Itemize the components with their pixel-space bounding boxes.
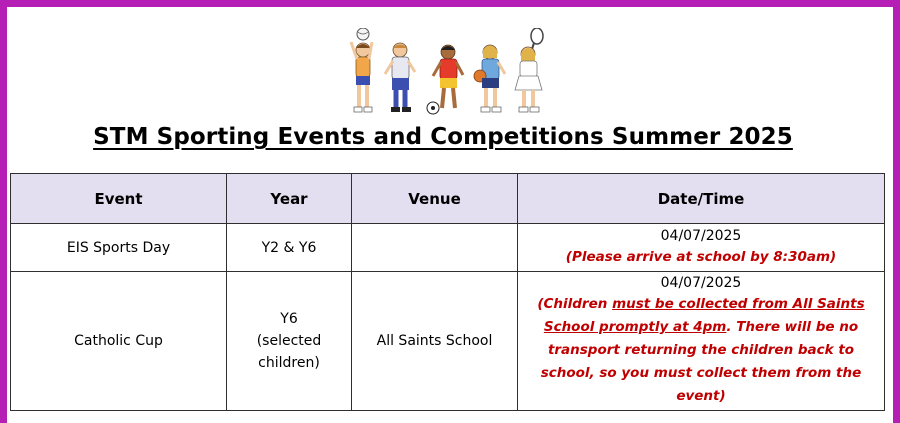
- venue-cell: [352, 224, 518, 272]
- children-playing-sports-clipart: [345, 28, 550, 118]
- event-date: 04/07/2025: [660, 227, 742, 244]
- event-cell: Catholic Cup: [11, 272, 227, 411]
- child-tennis-figure: [515, 28, 543, 112]
- collection-note-underlined: must be collected from All Saints School promptly at 4pm: [543, 296, 865, 335]
- column-header-date-time: Date/Time: [518, 174, 885, 224]
- year-line: (selected: [256, 333, 322, 349]
- child-volleyball-figure: [351, 28, 372, 112]
- date-time-cell: [518, 224, 885, 272]
- year-line: Y6: [280, 311, 298, 327]
- child-baseball-figure: [385, 43, 415, 112]
- table-row: [11, 224, 885, 272]
- column-header-year: Year: [227, 174, 352, 224]
- event-cell: EIS Sports Day: [11, 224, 227, 272]
- table-row: [11, 272, 885, 411]
- year-line: children): [258, 355, 320, 371]
- child-basketball-figure: [474, 45, 505, 112]
- column-header-venue: Venue: [352, 174, 518, 224]
- events-table: [10, 173, 885, 411]
- collection-note-suffix: . There will be no transport returning the children back to school, so you must collect them from the event): [540, 319, 862, 404]
- page-title: STM Sporting Events and Competitions Summer 2025: [93, 124, 793, 150]
- column-header-event: Event: [11, 174, 227, 224]
- arrival-note: (Please arrive at school by 8:30am): [565, 248, 837, 265]
- year-cell: [227, 272, 352, 411]
- child-football-figure: [427, 45, 463, 114]
- venue-cell: All Saints School: [352, 272, 518, 411]
- table-header-row: [11, 174, 885, 224]
- collection-note: [522, 293, 880, 408]
- event-date: 04/07/2025: [660, 275, 742, 291]
- collection-note-prefix: (Children: [537, 296, 613, 312]
- date-time-cell: [518, 272, 885, 411]
- year-cell: Y2 & Y6: [227, 224, 352, 272]
